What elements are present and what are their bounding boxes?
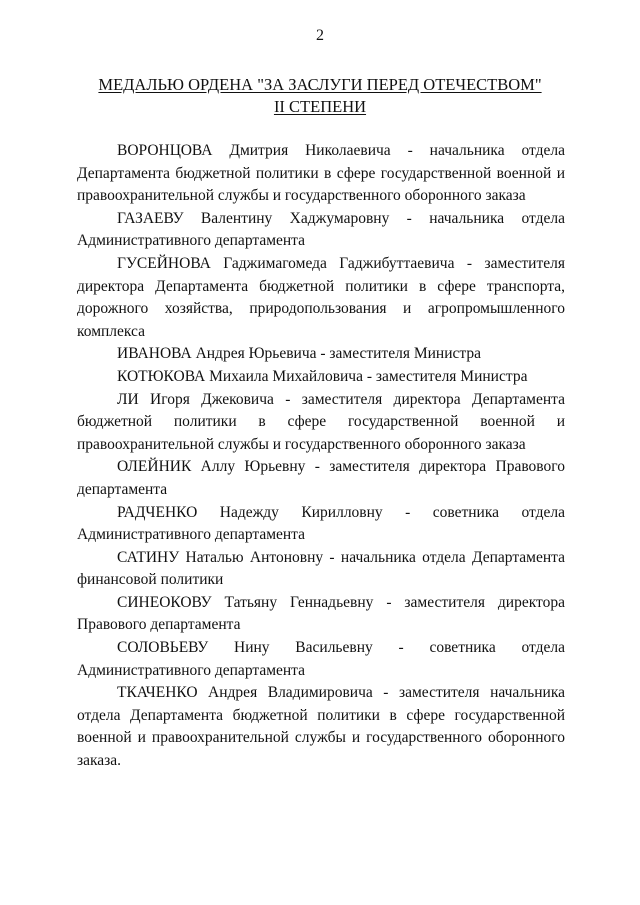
recipient-entry: СИНЕОКОВУ Татьяну Геннадьевну - заместителя директора Правового департамента xyxy=(77,593,565,634)
recipient-entry: ГАЗАЕВУ Валентину Хаджумаровну - начальника отдела Административного департамента xyxy=(77,209,565,250)
recipient-entry: ИВАНОВА Андрея Юрьевича - заместителя Министра xyxy=(117,345,481,363)
recipient-entry: ГУСЕЙНОВА Гаджимагомеда Гаджибуттаевича - заместителя директора Департамента бюджетной политики в сфере транспорта, дорожного хозяйства, природопользования и агропромышленного комплекса xyxy=(77,254,565,340)
recipient-entry: КОТЮКОВА Михаила Михайловича - заместителя Министра xyxy=(117,367,528,385)
recipient-entry: ВОРОНЦОВА Дмитрия Николаевича - начальника отдела Департамента бюджетной политики в сфере государственной военной и правоохранительной службы и государственного оборонного заказа xyxy=(77,142,565,205)
page-number: 2 xyxy=(316,27,324,44)
award-heading-line-2: II СТЕПЕНИ xyxy=(273,97,367,116)
recipient-entry: ЛИ Игоря Джековича - заместителя директора Департамента бюджетной политики в сфере государственной военной и правоохранительной службы и государственного оборонного заказа xyxy=(77,390,565,453)
recipient-entry: ОЛЕЙНИК Аллу Юрьевну - заместителя директора Правового департамента xyxy=(77,458,565,498)
award-heading xyxy=(0,74,640,118)
award-heading-line-1: МЕДАЛЬЮ ОРДЕНА "ЗА ЗАСЛУГИ ПЕРЕД ОТЕЧЕСТВОМ" xyxy=(98,75,542,94)
recipient-entry: ТКАЧЕНКО Андрея Владимировича - заместителя начальника отдела Департамента бюджетной политики в сфере государственной военной и правоохранительной службы и государственного оборонного заказа. xyxy=(77,684,565,770)
recipient-entry: САТИНУ Наталью Антоновну - начальника отдела Департамента финансовой политики xyxy=(77,548,565,589)
recipient-entry: РАДЧЕНКО Надежду Кирилловну - советника отдела Административного департамента xyxy=(77,503,565,544)
recipient-entry: СОЛОВЬЕВУ Нину Васильевну - советника отдела Административного департамента xyxy=(77,639,565,679)
award-recipients-list xyxy=(77,140,565,773)
